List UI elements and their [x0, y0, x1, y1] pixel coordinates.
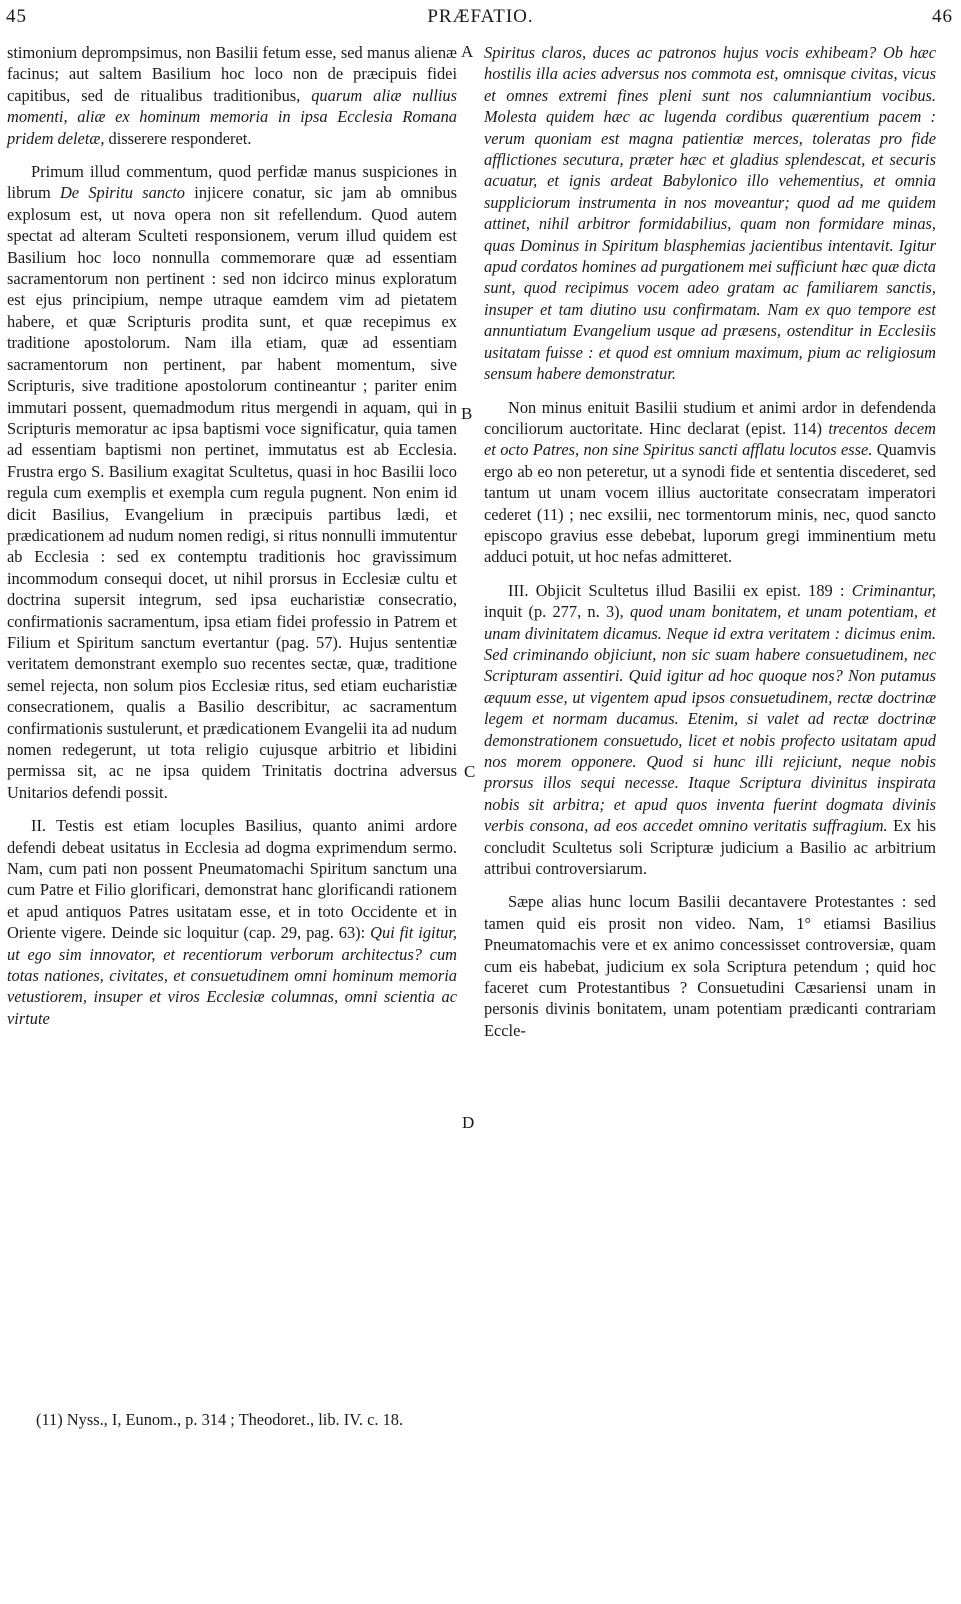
margin-letter-d: D [462, 1113, 475, 1132]
text-run: injicere conatur, sic jam ab omnibus explosum est, ut nova opera non sit refellendum. Quod autem spectat ad alteram Sculteti responsionem, verum illud quidem est Basilium hoc loco nonnulla commemorare quæ ad essentiam sacramentorum non pertinent : sed non idcirco minus exploratum est ejus principium, nempe utraque eamdem vim ad pietatem habere, et quæ Scripturis prodita sunt, et quæ recepimus ex traditione apostolorum. Nam illa etiam, quæ ad essentiam sacramentorum non pertinent, par habent momentum, sive Scripturis, sive traditione apostolorum contineantur ; pariter enim immutari possent, quemadmodum ritus mergendi in aquam, qui in Scripturis memoratur ac ipsa baptismi voce significatur, quia tamen ad essentiam baptismi non pertinet, immutatus est ab Ecclesia. Frustra ergo S. Basilium exagitat Scultetus, quasi in hoc Basilii loco regula cum exemplis et exempla cum regula pugnent. Non enim id dicit Basilius, Evangelium in præcipuis partibus lædi, et prædicationem ad nudum nomen redigi, si ritus nonnulli immutentur ab Ecclesia : sed ex contemptu traditionis hoc gravissimum incommodum consequi docet, ut nihil prorsus in Ecclesiæ cultu et doctrina supersit integrum, sed ipsa eucharistiæ consecratio, confirmationis sacramentum, ipsa etiam fidei professio in Patrem et Filium et Spiritum sanctum evertantur (pag. 57). Hujus sententiæ veritatem demonstrant exemplo suo recentes sectæ, quæ, traditione semel rejecta, non solum pios Ecclesiæ ritus, sed etiam eucharistiæ consecrationem, qualis a Basilio describitur, ac sacramentum confirmationis sustulerunt, et prædicationem Evangelii ita ad nudum nomen redegerunt, ut tota religio cujusque arbitrio et libidini permissa sit, ac ne ipsa quidem Trinitatis doctrina adversus Unitarios defendi possit. [7, 183, 457, 802]
text-run: inquit (p. 277, n. 3), [484, 602, 630, 622]
text-run: Quamvis ergo ab eo non peteretur, ut a synodi fide et sententia discederet, sed tantum ut unam vocem illius auctoritate consecratam imperatori cederet (11) ; nec exsilii, nec tormentorum minis, nec, quod sancto episcopo gravius esse debebat, luporum gregi imminentium metu adduci potuit, ut hoc nefas admitteret. [484, 440, 936, 567]
italic-run: De Spiritu sancto [59, 183, 186, 203]
text-run: Non minus enituit Basilii studium et animi ardor in defendenda conciliorum auctoritate. Hinc declarat (epist. 114) [484, 397, 936, 438]
page-number-left: 45 [6, 6, 27, 27]
text-run: Ex his concludit Scultetus soli Scripturæ judicium a Basilio ac arbitrium attribui controversiarum. [484, 816, 937, 879]
paragraph-right-2 [484, 397, 936, 568]
left-column [7, 42, 457, 1029]
margin-letter-c: C [464, 762, 476, 781]
paragraph-left-3 [7, 815, 457, 1029]
right-column [484, 42, 936, 1041]
text-run: III. Objicit Scultetus illud Basilii ex epist. 189 : [508, 580, 852, 600]
margin-letter-b: B [461, 404, 473, 423]
paragraph-left-2 [7, 161, 457, 803]
italic-run: quarum aliæ nullius momenti, aliæ ex hominum memoria in ipsa Ecclesia Romana pridem deletæ, [7, 85, 457, 148]
italic-run: Spiritus claros, duces ac patronos hujus vocis exhibeam? Ob hæc hostilis illa acies adversus nos commota est, omnisque civitas, vicus et omnes extremi fines pleni sunt nos calumniantium vocibus. Molesta quidem hæc ac lugenda cordibus quærentium pacem : verum quoniam est magna patientiæ merces, toleratas pro fide afflictiones secutura, præter hæc et gladius splendescat, et securis acuatur, et ignis ardeat Babylonico illo vehementius, et omnia suppliciorum instrumenta in nos moveantur; quod ad me quidem attinet, nihil arbitror formidabilius, quam non formidare minas, quas Dominus in Spiritum blasphemias jacientibus intentavit. Igitur apud cordatos homines ad purgationem mei sufficiunt hæc quæ dicta sunt, quod recipimus vocem adeo gratam ac familiarem sanctis, insuper et tam diutino usu confirmatam. Nam ex quo tempore est annuntiatum Evangelium usque ad præsens, ostenditur in Ecclesiis usitatam fuisse : et quod est omnium maximum, pium ac religiosum sensum habere demonstratur. [484, 43, 936, 384]
page-number-right: 46 [932, 6, 953, 27]
text-run: Primum illud commentum, quod perfidæ manus suspiciones in librum [7, 162, 457, 203]
italic-run: quod unam bonitatem, et unam potentiam, et unam divinitatem dicamus. Neque id extra veritatem : dicimus enim. Sed criminando objiciunt, non sic suam habere consuetudinem, nec Scripturam assentiri. Quid igitur ad hoc quoque nos? Non putamus æquum esse, ut vigentem apud ipsos consuetudinem, rectæ doctrinæ legem et normam ducamus. Etenim, si valet ad rectæ doctrinæ demonstrationem consuetudo, licet et nobis profecto usitatam apud nos morem opponere. Quod si hunc illi rejiciunt, neque nobis prorsus illos sequi necesse. Itaque Scriptura divinitus inspirata nobis sit arbitra; et apud quos inventa fuerint dogmata divinis verbis consona, ad eos accedet omnino veritatis suffragium. [484, 602, 936, 836]
italic-run: trecentos decem et octo Patres, non sine Spiritus sancti afflatu locutos esse. [484, 418, 937, 460]
text-run: II. Testis est etiam locuples Basilius, quanto animi ardore defendi debeat usitatus in Ecclesia ad dogma exprimendum sermo. Nam, cum pati non possent Pneumatomachi Spiritum sanctum una cum Patre et Filio glorificari, demonstrat hanc glorificandi rationem et apud antiquos Patres usitatam esse, et in toto Occidente et in Oriente vigere. Deinde sic loquitur (cap. 29, pag. 63): [7, 816, 457, 943]
paragraph-left-1 [7, 42, 457, 149]
paragraph-right-4 [484, 891, 936, 1041]
paragraph-right-3 [484, 580, 936, 880]
text-run: stimonium deprompsimus, non Basilii fetum esse, sed manus alienæ facinus; aut saltem Basilium hoc loco non de præcipuis fidei capitibus, sed de ritualibus traditionibus, [7, 43, 457, 105]
margin-letter-a: A [461, 42, 474, 61]
text-run: disserere responderet. [104, 128, 252, 148]
footnote: (11) Nyss., I, Eunom., p. 314 ; Theodoret., lib. IV. c. 18. [36, 1410, 404, 1429]
paragraph-right-1 [484, 42, 936, 385]
running-title: PRÆFATIO. [427, 6, 534, 27]
italic-run: Criminantur, [851, 580, 936, 600]
text-run: Sæpe alias hunc locum Basilii decantavere Protestantes : sed tamen quid eis prosit non video. Nam, 1° etiamsi Basilius Pneumatomachis vere et ex animo concessisset controversiæ, quam cum eis habebat, judicium ex sola Scriptura petendum ; quid hoc faceret cum Protestantibus ? Consuetudini Cæsariensi unam in personis divinis bonitatem, unam potentiam prædicanti contrariam Eccle- [484, 892, 936, 1040]
italic-run: Qui fit igitur, ut ego sim innovator, et recentiorum verborum architectus? cum totas nationes, civitates, et consuetudinem omni hominum memoria vetustiorem, insuper et viros Ecclesiæ columnas, omni scientia ac virtute [7, 923, 457, 1028]
